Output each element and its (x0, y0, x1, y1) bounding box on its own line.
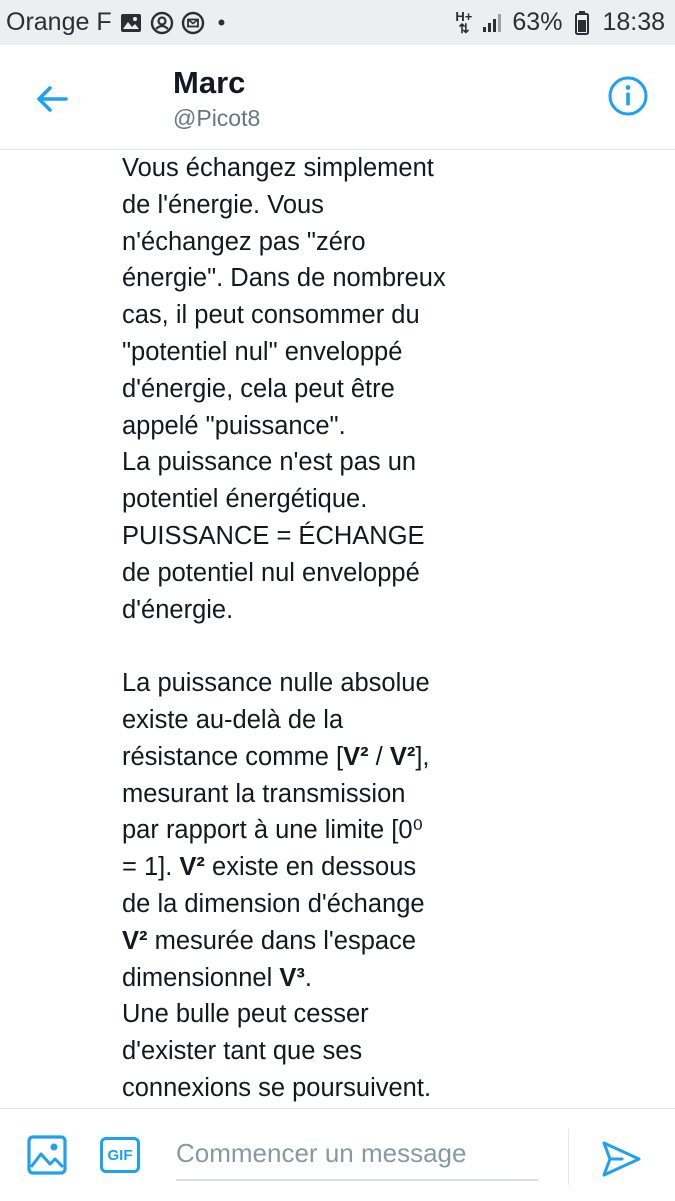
battery-percent: 63% (512, 8, 563, 36)
message-line: La puissance n'est pas un (122, 448, 417, 477)
message-line: Une bulle peut cesser (122, 1000, 369, 1029)
message-line: mesurant la transmission (122, 779, 406, 808)
send-button[interactable] (600, 1139, 642, 1179)
message-line: potentiel énergétique. (122, 485, 368, 514)
message-line: de l'énergie. Vous (122, 190, 324, 219)
conversation-handle: @Picot8 (173, 105, 261, 131)
message-line: résistance comme [V² / V²], (122, 742, 430, 771)
message-line: par rapport à une limite [0⁰ (122, 816, 423, 845)
message-line: PUISSANCE = ÉCHANGE (122, 521, 425, 550)
conversation-header (0, 45, 675, 150)
image-icon (26, 1134, 68, 1176)
network-type-label: H+ (455, 8, 473, 24)
message-line: "potentiel nul" enveloppé (122, 337, 403, 366)
carrier-name: Orange F (6, 8, 112, 36)
mail-notification-icon (181, 11, 205, 35)
status-bar-right (455, 0, 665, 45)
message-line: de la dimension d'échange (122, 889, 425, 918)
conversation-title: Marc (173, 65, 246, 100)
battery-icon (570, 11, 594, 35)
message-composer (0, 1108, 675, 1201)
network-type-indicator: H+ ⇅ (455, 8, 473, 36)
send-icon (600, 1139, 642, 1179)
add-gif-button[interactable] (100, 1137, 140, 1173)
message-line: dimensionnel V³. (122, 963, 312, 992)
message-line: n'échangez pas "zéro (122, 227, 366, 256)
status-bar-left (6, 0, 225, 45)
message-line: d'énergie, cela peut être (122, 374, 395, 403)
message-line: appelé "puissance". (122, 411, 346, 440)
message-line: existe au-delà de la (122, 705, 344, 734)
arrow-left-icon (30, 77, 74, 121)
message-line: d'exister tant que ses (122, 1037, 363, 1066)
status-bar (0, 0, 675, 45)
gif-label: GIF (107, 1146, 133, 1164)
message-line: La puissance nulle absolue (122, 669, 430, 698)
composer-divider (568, 1129, 569, 1185)
message-input[interactable] (176, 1127, 538, 1181)
info-button[interactable] (606, 74, 650, 118)
signal-strength-icon (480, 11, 504, 35)
message-line: cas, il peut consommer du (122, 301, 420, 330)
more-notifications-dot-icon: • (217, 9, 226, 35)
back-button[interactable] (30, 77, 74, 121)
message-line: V² mesurée dans l'espace (122, 926, 417, 955)
message-line: connexions se poursuivent. (122, 1073, 432, 1102)
message-text (122, 150, 492, 1107)
message-line: énergie". Dans de nombreux (122, 264, 446, 293)
account-notification-icon (150, 11, 174, 35)
message-line (122, 628, 492, 665)
message-line: d'énergie. (122, 595, 234, 624)
clock: 18:38 (602, 8, 665, 36)
gallery-notification-icon (119, 11, 143, 35)
message-line: = 1]. V² existe en dessous (122, 853, 417, 882)
message-line: Vous échangez simplement (122, 154, 434, 182)
add-image-button[interactable] (26, 1134, 68, 1176)
info-icon (606, 74, 650, 118)
message-line: de potentiel nul enveloppé (122, 558, 420, 587)
